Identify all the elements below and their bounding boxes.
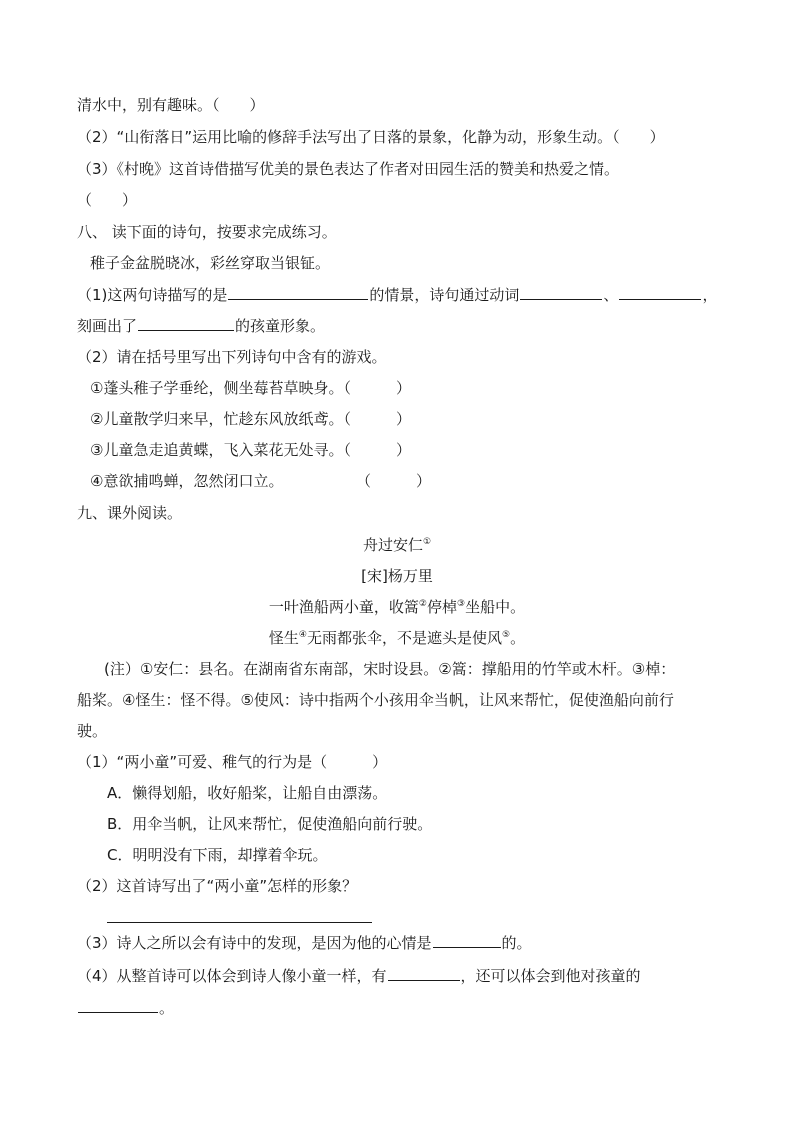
verse2-part-b: 无雨都张伞，不是遮头是使风 bbox=[306, 629, 502, 647]
notes-line-2: 船桨。④怪生：怪不得。⑤使风：诗中指两个小孩用伞当帆，让风来帮忙，促使渔船向前行 bbox=[77, 691, 674, 709]
q8-sub1-text-c: 、 bbox=[603, 286, 619, 304]
q8-game-item: ③儿童急走追黄蝶，飞入菜花无处寻。（ ） bbox=[90, 441, 411, 459]
q8-sub1-text-f: 的孩童形象。 bbox=[235, 317, 326, 335]
q8-verb2-blank[interactable] bbox=[619, 285, 701, 300]
q9-sub3-text-a: （3）诗人之所以会有诗中的发现，是因为他的心情是 bbox=[77, 934, 432, 952]
q8-game-item: ②儿童散学归来早，忙趁东风放纸鸢。（ ） bbox=[90, 410, 411, 428]
q9-heart-blank[interactable] bbox=[388, 966, 460, 981]
q9-sub4-text-c: 。 bbox=[159, 999, 175, 1017]
footnote-4: ④ bbox=[298, 630, 307, 640]
q9-sub2-answer-line[interactable] bbox=[107, 922, 372, 923]
verse1-part-c: 坐船中。 bbox=[465, 598, 526, 616]
poem-verse-1 bbox=[0, 597, 794, 617]
q8-poem: 稚子金盆脱晓冰，彩丝穿取当银钲。 bbox=[90, 254, 331, 272]
poem-verse-2 bbox=[0, 628, 794, 648]
q8-sub1-text-a: （1)这两句诗描写的是 bbox=[77, 286, 228, 304]
q9-option-c[interactable]: C．明明没有下雨，却撑着伞玩。 bbox=[107, 846, 328, 864]
q9-heading: 九、课外阅读。 bbox=[77, 504, 183, 522]
q8-sub2: （2）请在括号里写出下列诗句中含有的游戏。 bbox=[77, 348, 387, 366]
q9-sub3-text-b: 的。 bbox=[501, 934, 532, 952]
q7-item-3: （3）《村晚》这首诗借描写优美的景色表达了作者对田园生活的赞美和热爱之情。 bbox=[77, 160, 620, 178]
q7-item-3-answer-paren[interactable]: （ ） bbox=[77, 191, 138, 209]
q7-line1: 清水中，别有趣味。（ ） bbox=[77, 96, 265, 114]
q8-sub1-text-b: 的情景，诗句通过动词 bbox=[369, 286, 520, 304]
verse2-part-a: 怪生 bbox=[268, 629, 299, 647]
poem-title-footnote: ① bbox=[422, 537, 432, 547]
notes-line-3: 驶。 bbox=[77, 722, 108, 740]
q9-sub3 bbox=[77, 933, 532, 953]
verse2-part-c: 。 bbox=[510, 629, 526, 647]
q7-item-2: （2）“山衔落日”运用比喻的修辞手法写出了日落的景象，化静为动，形象生动。（ ） bbox=[77, 128, 665, 146]
q9-sub4-text-b: ，还可以体会到他对孩童的 bbox=[460, 967, 641, 985]
q9-sub2: （2）这首诗写出了“两小童”怎样的形象？ bbox=[77, 877, 358, 895]
q8-sub1-text-d: ， bbox=[702, 286, 718, 304]
q8-game-item: ①蓬头稚子学垂纶，侧坐莓苔草映身。（ ） bbox=[90, 379, 411, 397]
q9-option-a[interactable]: A．懒得划船，收好船桨，让船自由漂荡。 bbox=[107, 784, 388, 802]
q8-game4-answer-paren[interactable]: （ ） bbox=[356, 472, 432, 490]
q9-mood-blank[interactable] bbox=[433, 933, 501, 948]
verse1-part-b: 停棹 bbox=[426, 598, 457, 616]
q9-sub1: （1）“两小童”可爱、稚气的行为是（ ） bbox=[77, 753, 388, 771]
verse1-part-a: 一叶渔船两小童，收篙 bbox=[268, 598, 419, 616]
footnote-5: ⑤ bbox=[502, 630, 511, 640]
q8-scene-blank[interactable] bbox=[228, 285, 368, 300]
footnote-2: ② bbox=[418, 599, 427, 609]
q8-sub1-text-e: 刻画出了 bbox=[77, 317, 138, 335]
poem-title bbox=[0, 535, 794, 555]
q8-heading: 八、 读下面的诗句，按要求完成练习。 bbox=[77, 223, 337, 241]
poem-author: [宋]杨万里 bbox=[361, 567, 433, 585]
q8-verb1-blank[interactable] bbox=[520, 285, 602, 300]
footnote-3: ③ bbox=[457, 599, 466, 609]
q9-sub4-line1 bbox=[77, 966, 641, 986]
poem-title-text: 舟过安仁 bbox=[362, 536, 423, 554]
q8-sub1-line1 bbox=[77, 285, 717, 305]
q8-sub1-line2 bbox=[77, 316, 325, 336]
q9-option-b[interactable]: B．用伞当帆，让风来帮忙，促使渔船向前行驶。 bbox=[107, 815, 433, 833]
q9-sub4-line2 bbox=[77, 998, 174, 1018]
notes-line-1: (注）①安仁：县名。在湖南省东南部，宋时设县。②篙：撑船用的竹竿或木杆。③棹： bbox=[104, 660, 676, 678]
q8-game-item: ④意欲捕鸣蝉，忽然闭口立。 bbox=[90, 472, 284, 490]
q9-feeling-blank[interactable] bbox=[78, 998, 158, 1013]
q8-image-blank[interactable] bbox=[138, 316, 234, 331]
q9-sub4-text-a: （4）从整首诗可以体会到诗人像小童一样，有 bbox=[77, 967, 387, 985]
